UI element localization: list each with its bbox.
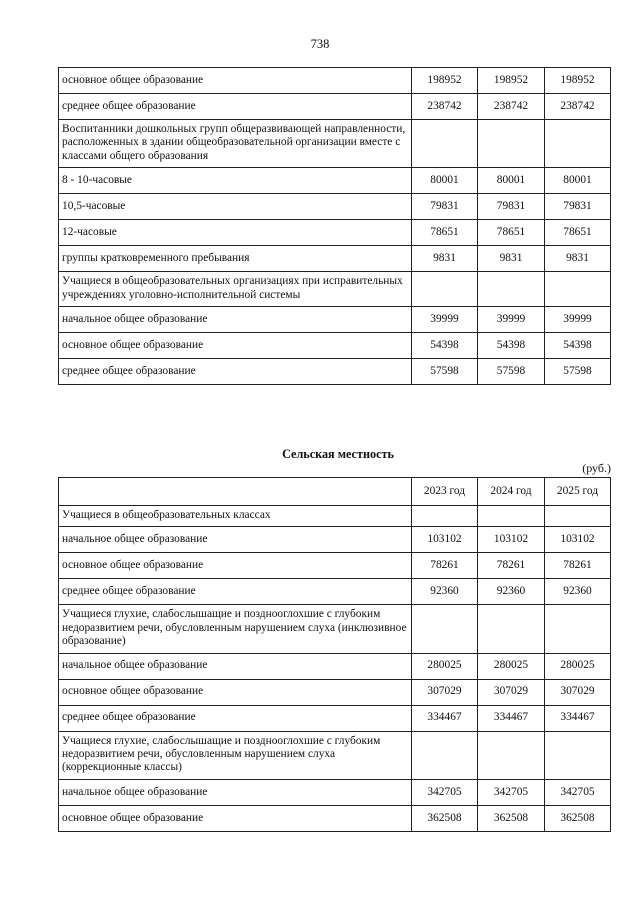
value-cell: 80001 [545, 168, 611, 194]
value-cell: 280025 [478, 653, 545, 679]
value-cell [412, 272, 478, 307]
value-cell: 342705 [545, 779, 611, 805]
row-label-cell: среднее общее образование [59, 94, 412, 120]
value-cell: 79831 [478, 194, 545, 220]
row-label-cell: группы кратковременного пребывания [59, 246, 412, 272]
value-cell: 198952 [412, 68, 478, 94]
row-label-cell: среднее общее образование [59, 705, 412, 731]
table-row [59, 553, 611, 579]
section-title-rural: Сельская местность [282, 447, 394, 461]
value-cell: 280025 [412, 653, 478, 679]
row-label-cell: начальное общее образование [59, 307, 412, 333]
header-label-cell [59, 478, 412, 506]
value-cell: 307029 [478, 679, 545, 705]
value-cell: 78261 [478, 553, 545, 579]
row-label-cell: 10,5-часовые [59, 194, 412, 220]
row-label-cell: основное общее образование [59, 68, 412, 94]
group-header-row [59, 506, 611, 527]
value-cell [478, 120, 545, 168]
row-label-cell: среднее общее образование [59, 579, 412, 605]
row-label-cell: основное общее образование [59, 553, 412, 579]
value-cell: 334467 [545, 705, 611, 731]
value-cell: 103102 [412, 527, 478, 553]
group-header-row [59, 731, 611, 779]
value-cell: 92360 [412, 579, 478, 605]
row-label-cell: основное общее образование [59, 679, 412, 705]
group-label-cell: Учащиеся глухие, слабослышащие и позднооглохшие с глубоким недоразвитием речи, обусловленным нарушением слуха (инклюзивное образование) [59, 605, 412, 653]
value-cell: 79831 [412, 194, 478, 220]
rural-funding-table [58, 477, 611, 832]
value-cell [545, 120, 611, 168]
row-label-cell: начальное общее образование [59, 527, 412, 553]
table-row [59, 307, 611, 333]
value-cell: 80001 [478, 168, 545, 194]
group-header-row [59, 272, 611, 307]
value-cell: 57598 [412, 359, 478, 385]
table-row [59, 168, 611, 194]
value-cell: 57598 [545, 359, 611, 385]
group-label-cell: Воспитанники дошкольных групп общеразвивающей направленности, расположенных в здании общеобразовательной организации вместе с классами общего образования [59, 120, 412, 168]
group-label-cell: Учащиеся глухие, слабослышащие и позднооглохшие с глубоким недоразвитием речи, обусловленным нарушением слуха (коррекционные классы) [59, 731, 412, 779]
table-row [59, 579, 611, 605]
value-cell: 54398 [545, 333, 611, 359]
value-cell [412, 120, 478, 168]
value-cell: 78651 [545, 220, 611, 246]
value-cell [478, 605, 545, 653]
table-row [59, 246, 611, 272]
value-cell: 238742 [545, 94, 611, 120]
page-number: 738 [310, 37, 330, 51]
value-cell: 57598 [478, 359, 545, 385]
value-cell: 9831 [478, 246, 545, 272]
table-row [59, 679, 611, 705]
value-cell: 307029 [545, 679, 611, 705]
header-year-2023: 2023 год [412, 478, 478, 506]
table-row [59, 359, 611, 385]
funding-table-body [59, 68, 611, 385]
group-header-row [59, 605, 611, 653]
header-year-2024: 2024 год [478, 478, 545, 506]
value-cell: 92360 [545, 579, 611, 605]
table-row [59, 527, 611, 553]
value-cell [412, 506, 478, 527]
value-cell: 362508 [478, 805, 545, 831]
value-cell: 334467 [412, 705, 478, 731]
value-cell: 198952 [545, 68, 611, 94]
value-cell: 54398 [478, 333, 545, 359]
table-row [59, 779, 611, 805]
table-row [59, 705, 611, 731]
value-cell: 342705 [412, 779, 478, 805]
value-cell [478, 731, 545, 779]
table-row [59, 805, 611, 831]
value-cell: 9831 [545, 246, 611, 272]
table-row [59, 333, 611, 359]
table-row [59, 68, 611, 94]
value-cell: 78651 [412, 220, 478, 246]
group-label-cell: Учащиеся в общеобразовательных классах [59, 506, 412, 527]
row-label-cell: 8 - 10-часовые [59, 168, 412, 194]
value-cell: 362508 [412, 805, 478, 831]
value-cell [478, 506, 545, 527]
value-cell: 342705 [478, 779, 545, 805]
row-label-cell: начальное общее образование [59, 779, 412, 805]
value-cell: 39999 [545, 307, 611, 333]
currency-unit: (руб.) [582, 461, 611, 475]
row-label-cell: основное общее образование [59, 805, 412, 831]
value-cell: 362508 [545, 805, 611, 831]
value-cell: 238742 [412, 94, 478, 120]
value-cell [545, 605, 611, 653]
table-row [59, 194, 611, 220]
table-row [59, 94, 611, 120]
value-cell: 307029 [412, 679, 478, 705]
value-cell: 78261 [412, 553, 478, 579]
row-label-cell: среднее общее образование [59, 359, 412, 385]
value-cell: 79831 [545, 194, 611, 220]
row-label-cell: основное общее образование [59, 333, 412, 359]
value-cell [545, 731, 611, 779]
value-cell: 39999 [478, 307, 545, 333]
value-cell: 92360 [478, 579, 545, 605]
funding-table-continued [58, 67, 611, 385]
value-cell: 280025 [545, 653, 611, 679]
row-label-cell: начальное общее образование [59, 653, 412, 679]
value-cell: 238742 [478, 94, 545, 120]
group-header-row [59, 120, 611, 168]
rural-table-body [59, 506, 611, 832]
value-cell: 198952 [478, 68, 545, 94]
value-cell [412, 731, 478, 779]
value-cell [412, 605, 478, 653]
header-year-2025: 2025 год [545, 478, 611, 506]
value-cell: 54398 [412, 333, 478, 359]
value-cell: 80001 [412, 168, 478, 194]
value-cell [545, 272, 611, 307]
table-row [59, 653, 611, 679]
value-cell: 9831 [412, 246, 478, 272]
value-cell: 78261 [545, 553, 611, 579]
value-cell [478, 272, 545, 307]
value-cell: 103102 [478, 527, 545, 553]
value-cell: 334467 [478, 705, 545, 731]
value-cell [545, 506, 611, 527]
value-cell: 39999 [412, 307, 478, 333]
table-row [59, 220, 611, 246]
group-label-cell: Учащиеся в общеобразовательных организациях при исправительных учреждениях уголовно-исполнительной системы [59, 272, 412, 307]
table-header-row [59, 478, 611, 506]
row-label-cell: 12-часовые [59, 220, 412, 246]
value-cell: 103102 [545, 527, 611, 553]
value-cell: 78651 [478, 220, 545, 246]
